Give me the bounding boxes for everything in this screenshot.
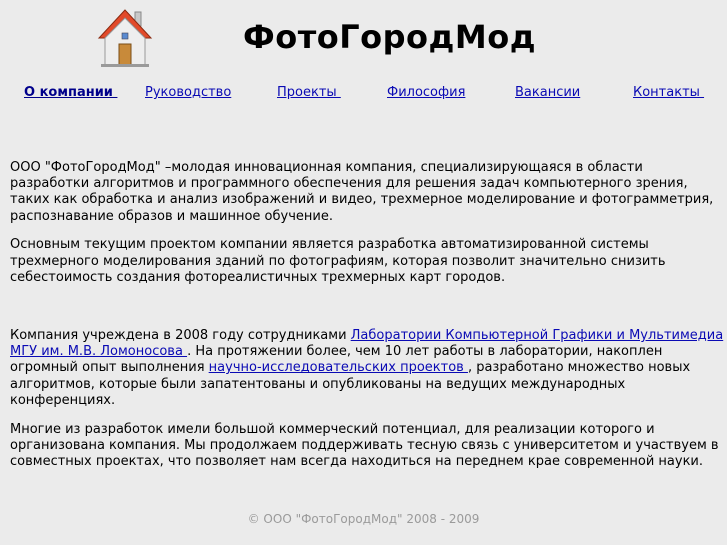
house-icon	[97, 8, 153, 68]
nav-contacts[interactable]: Контакты	[633, 85, 705, 100]
intro-paragraph: ООО "ФотоГородМод" –молодая инновационная компания, специализирующаяся в области разработки алгоритмов и программного обеспечения для решения задач компьютерного зрения, таких как обработка и анализ изображений и видео, трехмерное моделирование и фотограмметрия, распознавание образов и машинное обучение.	[10, 160, 714, 224]
research-projects-link[interactable]: научно-исследовательских проектов	[208, 360, 468, 376]
history-paragraph	[10, 328, 724, 409]
nav-about[interactable]: О компании	[24, 85, 118, 100]
history-text-start: Компания учреждена в 2008 году сотрудниками	[10, 328, 351, 344]
project-paragraph: Основным текущим проектом компании является разработка автоматизированной системы трехмерного моделирования зданий по фотографиям, которая позволит значительно снизить себестоимость создания фотореалистичных трехмерных карт городов.	[10, 237, 666, 285]
site-title: ФотоГородМод	[243, 18, 537, 56]
history-text-end: , разработано множество новых алгоритмов, которые были запатентованы и опубликованы на ведущих международных конференциях.	[10, 360, 691, 408]
footer-copyright: © ООО "ФотоГородМод" 2008 - 2009	[247, 512, 480, 526]
nav-vacancies[interactable]: Вакансии	[515, 85, 581, 100]
nav-philosophy[interactable]: Философия	[387, 85, 466, 100]
nav-projects[interactable]: Проекты	[277, 85, 341, 100]
nav-management[interactable]: Руководство	[145, 85, 232, 100]
main-content	[10, 160, 724, 483]
history-text-middle: . На протяжении более, чем 10 лет работы в лаборатории, накоплен огромный опыт выполнения	[10, 344, 663, 376]
collaboration-paragraph: Многие из разработок имели большой коммерческий потенциал, для реализации которого и организована компания. Мы продолжаем поддерживать тесную связь с университетом и участвуем в совместных проектах, что позволяет нам всегда находиться на переднем крае современной науки.	[10, 421, 719, 470]
lab-link[interactable]: Лаборатории Компьютерной Графики и Мультимедиа МГУ им. М.В. Ломоносова	[10, 328, 724, 360]
